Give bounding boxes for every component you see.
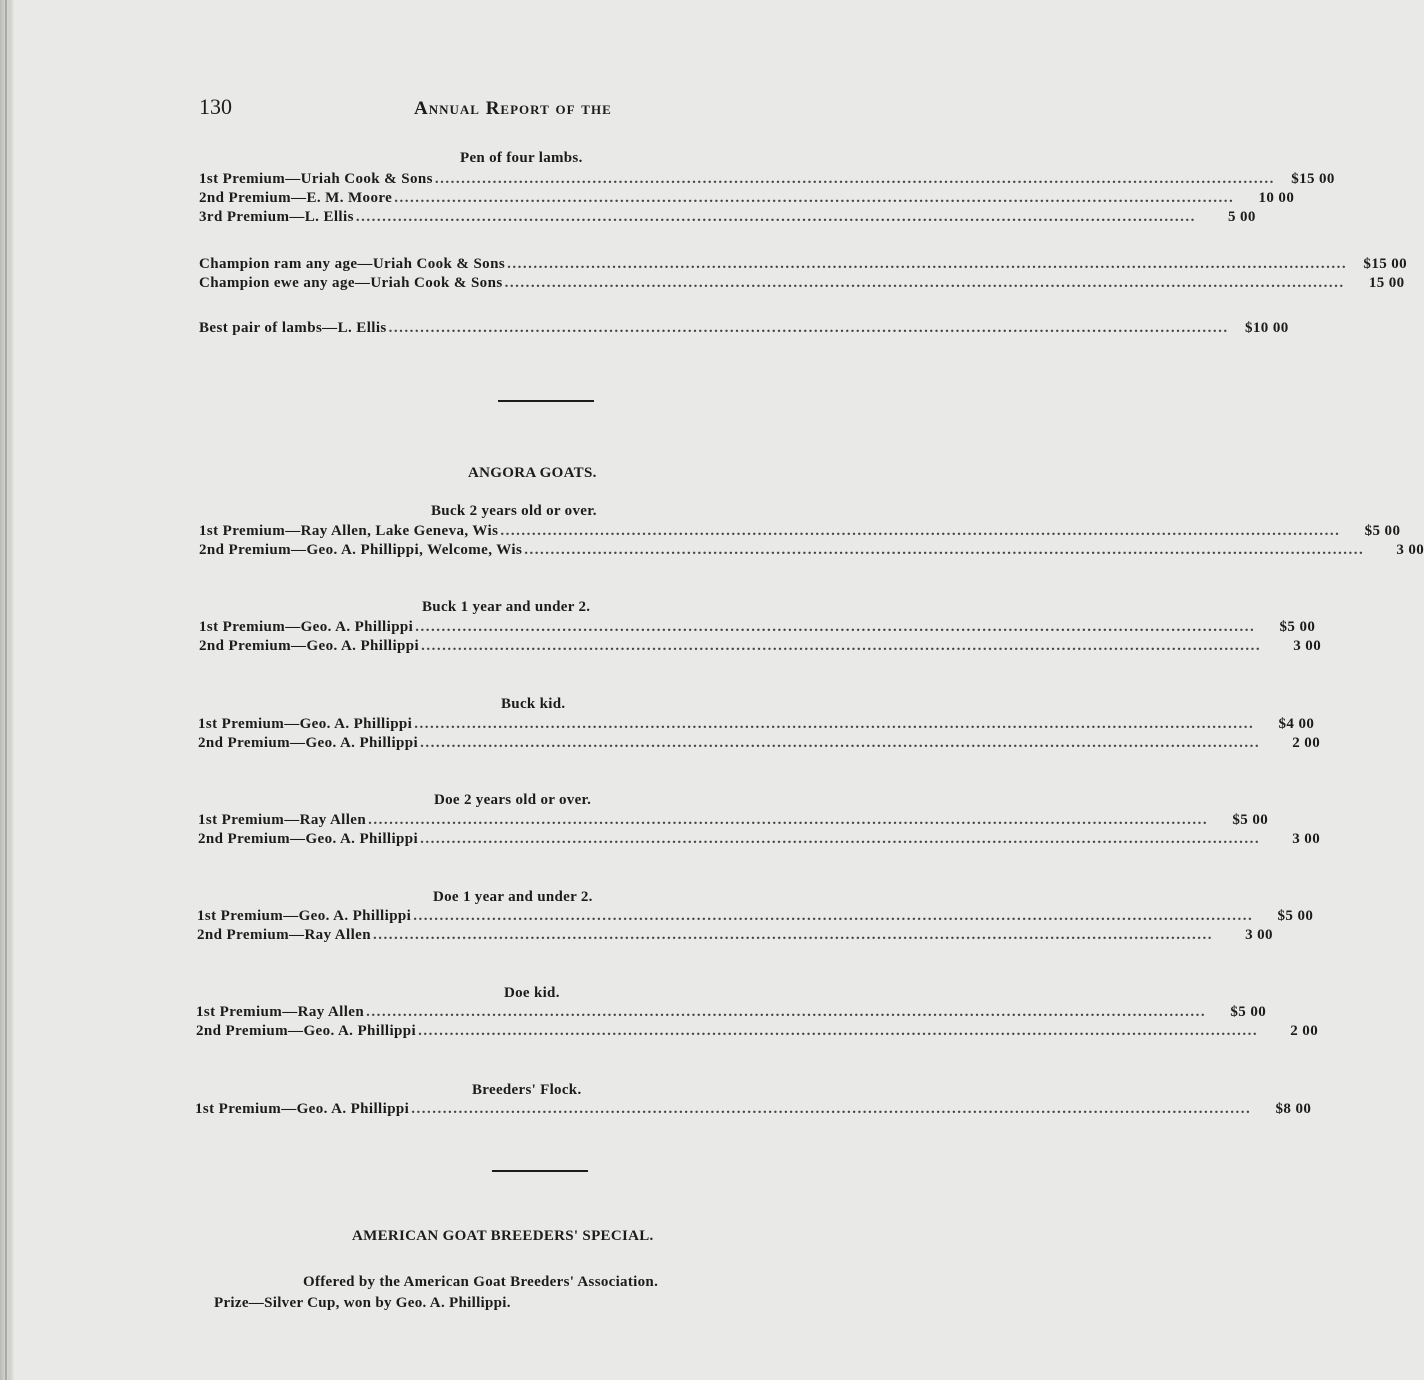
prize-amount: $15 00: [1291, 171, 1335, 187]
prize-amount: 3 00: [1396, 542, 1424, 558]
dot-leader: ................................................................................................................................................................: [507, 256, 1348, 272]
prize-amount: 10 00: [1258, 190, 1295, 206]
prize-amount: $5 00: [1232, 812, 1269, 828]
prize-row: [199, 209, 1256, 229]
prize-label: 2nd Premium—Geo. A. Phillippi: [196, 1023, 417, 1039]
prize-amount: $15 00: [1363, 256, 1408, 272]
prize-label: 1st Premium—Geo. A. Phillippi: [195, 1101, 410, 1117]
prize-row: [199, 542, 1424, 562]
dot-leader: ................................................................................................................................................................: [500, 523, 1341, 539]
prize-label: 3rd Premium—L. Ellis: [199, 209, 354, 225]
book-spine-shadow: [0, 0, 14, 1380]
section-heading-doe-kid: Doe kid.: [504, 985, 560, 1001]
prize-amount: 3 00: [1292, 831, 1321, 847]
prize-row: [198, 812, 1269, 832]
page-number: 130: [199, 94, 232, 119]
angora-goats-title: ANGORA GOATS.: [468, 465, 597, 481]
section-heading-doe-1-year: Doe 1 year and under 2.: [433, 889, 593, 905]
prize-label: 1st Premium—Geo. A. Phillippi: [199, 619, 414, 635]
dot-leader: ................................................................................................................................................................: [420, 831, 1261, 847]
prize-label: 1st Premium—Uriah Cook & Sons: [199, 171, 433, 187]
prize-amount: $8 00: [1275, 1101, 1312, 1117]
section-divider: [498, 400, 594, 402]
prize-label: 1st Premium—Ray Allen, Lake Geneva, Wis: [199, 523, 499, 539]
prize-row: [199, 171, 1335, 191]
dot-leader: ................................................................................................................................................................: [434, 171, 1275, 187]
prize-row: [199, 275, 1405, 295]
prize-amount: $5 00: [1277, 908, 1314, 924]
prize-label: 2nd Premium—Geo. A. Phillippi: [199, 638, 420, 654]
prize-row: [198, 716, 1315, 736]
spine-edge-line: [5, 0, 7, 1380]
dot-leader: ................................................................................................................................................................: [355, 209, 1196, 225]
dot-leader: ................................................................................................................................................................: [411, 1101, 1252, 1117]
prize-row: [199, 190, 1295, 210]
dot-leader: ................................................................................................................................................................: [415, 619, 1256, 635]
dot-leader: ................................................................................................................................................................: [413, 908, 1254, 924]
dot-leader: ................................................................................................................................................................: [421, 638, 1262, 654]
prize-amount: $5 00: [1279, 619, 1316, 635]
special-offered-line: Offered by the American Goat Breeders' Association.: [303, 1274, 659, 1290]
dot-leader: ................................................................................................................................................................: [418, 1023, 1259, 1039]
prize-label: 2nd Premium—Geo. A. Phillippi: [198, 831, 419, 847]
prize-row: [198, 735, 1321, 755]
prize-row: [196, 1023, 1319, 1043]
prize-label: 1st Premium—Ray Allen: [198, 812, 367, 828]
prize-amount: 3 00: [1245, 927, 1273, 943]
section-heading-doe-2-years: Doe 2 years old or over.: [434, 792, 592, 808]
section-heading-breeders-flock: Breeders' Flock.: [472, 1082, 582, 1098]
dot-leader: ................................................................................................................................................................: [388, 320, 1229, 336]
special-prize-line: Prize—Silver Cup, won by Geo. A. Phillippi.: [214, 1295, 511, 1311]
prize-row: [199, 638, 1322, 658]
prize-label: 2nd Premium—Ray Allen: [197, 927, 371, 943]
prize-label: 1st Premium—Geo. A. Phillippi: [197, 908, 412, 924]
prize-amount: $10 00: [1244, 320, 1289, 336]
prize-row: [197, 927, 1273, 947]
prize-row: [199, 619, 1316, 639]
special-title: AMERICAN GOAT BREEDERS' SPECIAL.: [352, 1228, 654, 1244]
prize-label: Champion ewe any age—Uriah Cook & Sons: [199, 275, 503, 291]
prize-row: [199, 256, 1408, 276]
dot-leader: ................................................................................................................................................................: [372, 927, 1213, 943]
prize-amount: 2 00: [1292, 735, 1321, 751]
prize-amount: $5 00: [1364, 523, 1401, 539]
dot-leader: ................................................................................................................................................................: [524, 542, 1365, 558]
dot-leader: ................................................................................................................................................................: [414, 716, 1255, 732]
prize-label: 1st Premium—Ray Allen: [196, 1004, 365, 1020]
prize-amount: 3 00: [1293, 638, 1322, 654]
prize-row: [199, 523, 1401, 543]
prize-label: 2nd Premium—Geo. A. Phillippi, Welcome, Wis: [199, 542, 523, 558]
section-heading-buck-kid: Buck kid.: [501, 696, 566, 712]
prize-row: [198, 831, 1321, 851]
prize-row: [197, 908, 1314, 928]
prize-amount: $4 00: [1278, 716, 1315, 732]
prize-label: 2nd Premium—E. M. Moore: [199, 190, 393, 206]
prize-amount: 5 00: [1227, 209, 1256, 225]
running-head: Annual Report of the: [414, 98, 612, 119]
dot-leader: ................................................................................................................................................................: [420, 735, 1261, 751]
section-heading-buck-2-years: Buck 2 years old or over.: [431, 503, 597, 519]
section-divider: [492, 1170, 588, 1172]
section-heading-pen-of-four-lambs: Pen of four lambs.: [460, 150, 583, 166]
dot-leader: ................................................................................................................................................................: [366, 1004, 1207, 1020]
dot-leader: ................................................................................................................................................................: [394, 190, 1235, 206]
dot-leader: ................................................................................................................................................................: [368, 812, 1209, 828]
prize-label: Champion ram any age—Uriah Cook & Sons: [199, 256, 506, 272]
prize-amount: $5 00: [1230, 1004, 1267, 1020]
prize-row: [196, 1004, 1267, 1024]
prize-amount: 15 00: [1368, 275, 1405, 291]
prize-amount: 2 00: [1290, 1023, 1319, 1039]
prize-label: Best pair of lambs—L. Ellis: [199, 320, 387, 336]
prize-row: [195, 1101, 1312, 1121]
section-heading-buck-1-year: Buck 1 year and under 2.: [422, 599, 591, 615]
prize-label: 2nd Premium—Geo. A. Phillippi: [198, 735, 419, 751]
dot-leader: ................................................................................................................................................................: [504, 275, 1345, 291]
prize-row: [199, 320, 1289, 340]
prize-label: 1st Premium—Geo. A. Phillippi: [198, 716, 413, 732]
